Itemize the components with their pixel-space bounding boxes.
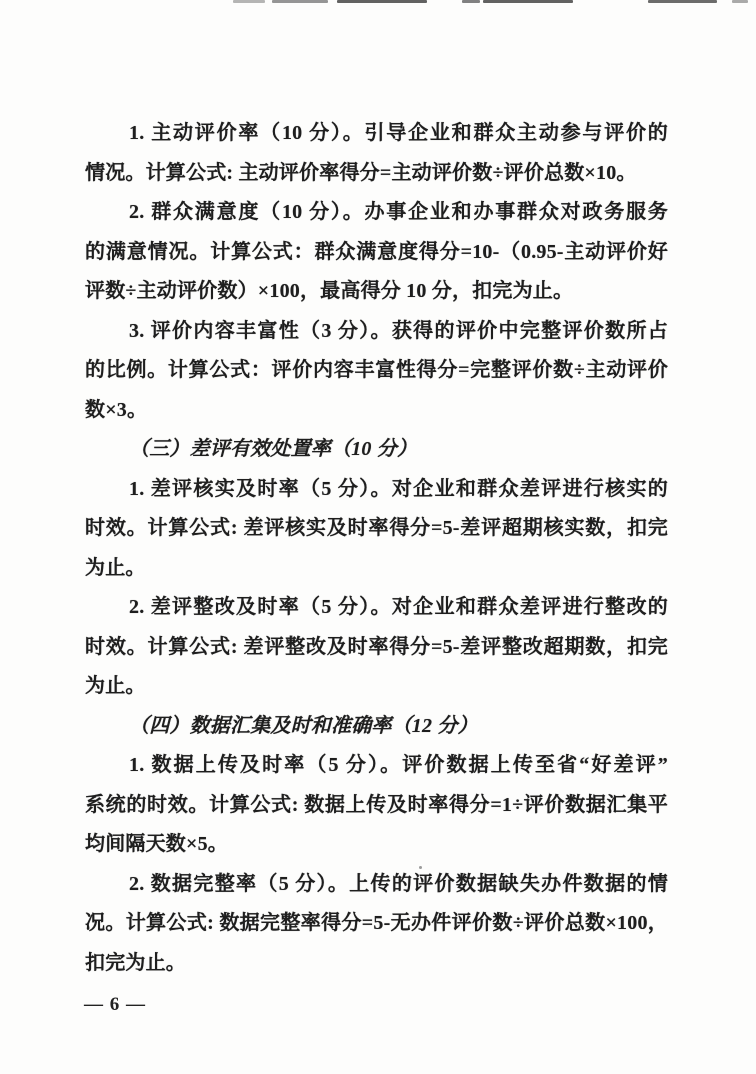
paragraph-line: 评数÷主动评价数）×100，最高得分 10 分，扣完为止。 (85, 280, 574, 302)
paragraph-line: 1. 数据上传及时率（5 分）。评价数据上传至省“好差评” (129, 754, 668, 776)
paragraph-line: 为止。 (85, 556, 146, 579)
scan-artifact (272, 0, 328, 3)
paragraph-line: 均间隔天数×5。 (85, 833, 228, 855)
paragraph-line: 时效。计算公式: 差评核实及时率得分=5-差评超期核实数，扣完 (85, 517, 668, 539)
section-heading: （四）数据汇集及时和准确率（12 分） (129, 714, 478, 737)
scan-artifact (462, 0, 480, 3)
scan-artifact (648, 0, 717, 3)
scan-speck (419, 866, 422, 869)
paragraph-line: 系统的时效。计算公式: 数据上传及时率得分=1÷评价数据汇集平 (85, 793, 668, 816)
paragraph-line: 况。计算公式: 数据完整率得分=5-无办件评价数÷评价总数×100， (85, 912, 668, 934)
scan-artifact (233, 0, 265, 3)
paragraph-line: 情况。计算公式: 主动评价率得分=主动评价数÷评价总数×10。 (85, 161, 637, 184)
paragraph-line: 的满意情况。计算公式：群众满意度得分=10-（0.95-主动评价好 (85, 240, 668, 263)
page-number: — 6 — (84, 994, 146, 1015)
paragraph-line: 扣完为止。 (85, 951, 186, 974)
paragraph-line: 数×3。 (85, 398, 148, 421)
scan-artifact (483, 0, 573, 3)
paragraph-line: 1. 主动评价率（10 分）。引导企业和群众主动参与评价的 (129, 122, 668, 144)
paragraph-line: 3. 评价内容丰富性（3 分）。获得的评价中完整评价数所占 (129, 319, 668, 342)
paragraph-line: 2. 差评整改及时率（5 分）。对企业和群众差评进行整改的 (129, 596, 668, 618)
paragraph-line: 1. 差评核实及时率（5 分）。对企业和群众差评进行核实的 (129, 477, 668, 500)
paragraph-line: 2. 数据完整率（5 分）。上传的评价数据缺失办件数据的情 (129, 872, 668, 895)
paragraph-line: 时效。计算公式: 差评整改及时率得分=5-差评整改超期数，扣完 (85, 635, 668, 658)
paragraph-line: 为止。 (85, 675, 146, 697)
section-heading: （三）差评有效处置率（10 分） (129, 438, 418, 460)
paragraph-line: 2. 群众满意度（10 分）。办事企业和办事群众对政务服务 (129, 201, 668, 223)
scan-artifact (337, 0, 427, 3)
scan-artifact (732, 0, 748, 3)
paragraph-line: 的比例。计算公式：评价内容丰富性得分=完整评价数÷主动评价 (85, 359, 668, 381)
document-body (85, 114, 668, 983)
